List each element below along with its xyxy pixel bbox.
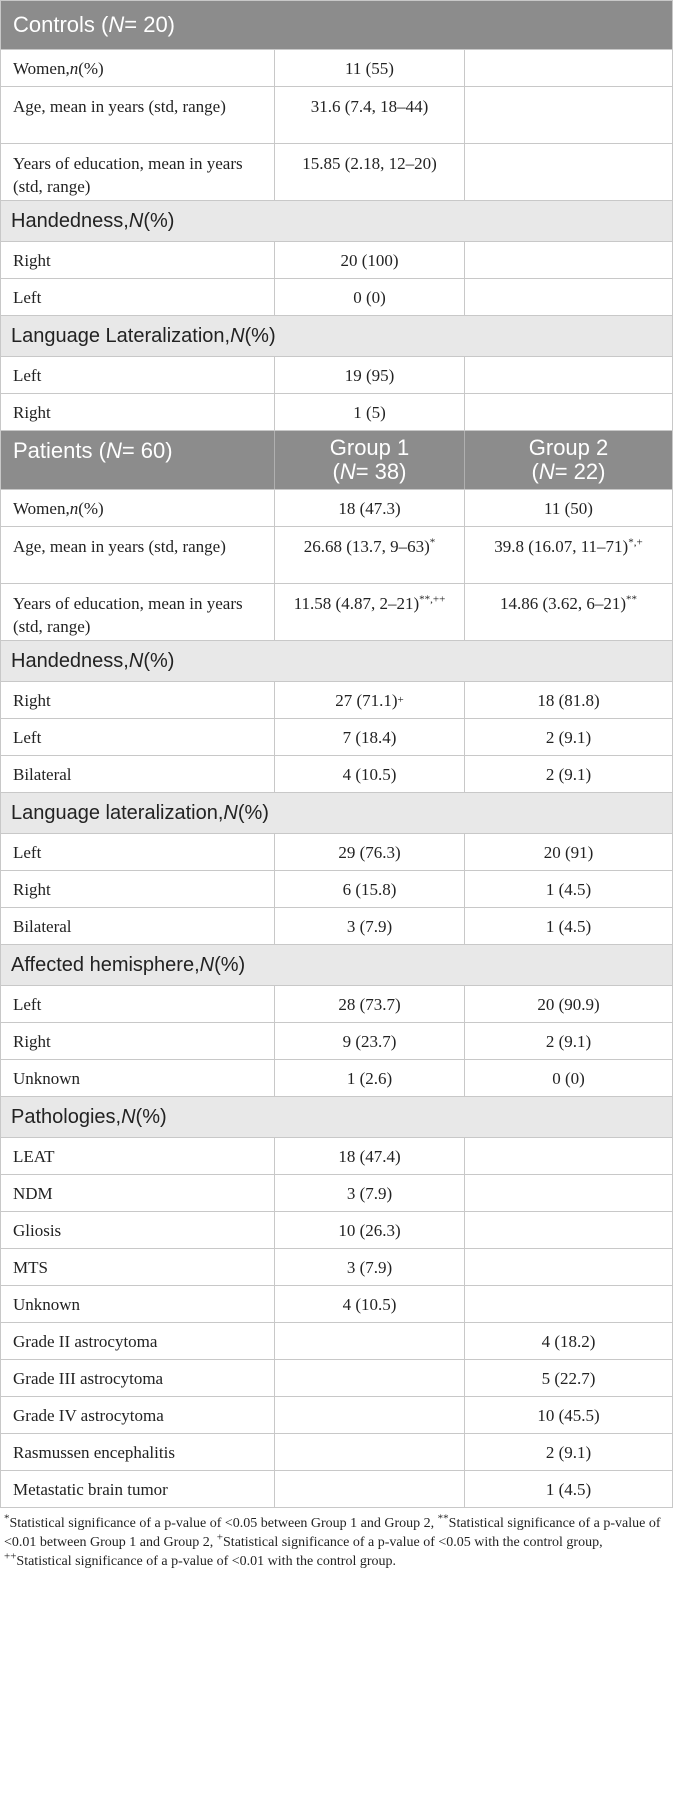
empty-cell — [465, 144, 672, 200]
row-label: Unknown — [1, 1286, 275, 1322]
row-label: Left — [1, 719, 275, 755]
row-label: Age, mean in years (std, range) — [1, 527, 275, 583]
group1-value: 18 (47.3) — [275, 490, 465, 526]
group1-value: 1 (2.6) — [275, 1060, 465, 1096]
group1-value: 27 (71.1) + — [275, 682, 465, 718]
group1-value — [275, 1434, 465, 1470]
section-row — [1, 1096, 672, 1137]
group1-value — [275, 1471, 465, 1507]
group1-value: 6 (15.8) — [275, 871, 465, 907]
row-label: Years of education, mean in years (std, range) — [1, 144, 275, 200]
group2-value — [465, 1212, 672, 1248]
row-label: Women, n (%) — [1, 490, 275, 526]
group2-value: 20 (91) — [543, 842, 594, 862]
group2-value: 2 (9.1) — [545, 764, 592, 784]
row-label: Bilateral — [1, 908, 275, 944]
table-row — [1, 583, 672, 640]
table-row — [1, 755, 672, 792]
table-row — [1, 1470, 672, 1508]
table-row — [1, 1396, 672, 1433]
controls-value: 11 (55) — [275, 50, 465, 86]
row-label: Right — [1, 394, 275, 430]
section-pathologies: Pathologies, N (%) — [1, 1097, 672, 1137]
empty-cell — [465, 279, 672, 315]
controls-value: 1 (5) — [275, 394, 465, 430]
row-label: Grade III astrocytoma — [1, 1360, 275, 1396]
group1-value: 10 (26.3) — [275, 1212, 465, 1248]
row-label: Years of education, mean in years (std, range) — [1, 584, 275, 640]
section-language-lateralization: Language lateralization, N (%) — [1, 793, 672, 833]
group1-header: Group 1 (N= 38) — [275, 431, 465, 489]
table-row — [1, 985, 672, 1022]
table-row — [1, 1059, 672, 1096]
row-label: Right — [1, 682, 275, 718]
group1-value — [275, 1360, 465, 1396]
group2-value: 4 (18.2) — [541, 1331, 596, 1351]
controls-value: 20 (100) — [275, 242, 465, 278]
table-row — [1, 1137, 672, 1174]
section-handedness: Handedness, N (%) — [1, 201, 672, 241]
empty-cell — [465, 357, 672, 393]
group2-value: 39.8 (16.07, 11–71)*,+ — [494, 536, 643, 556]
row-label: Bilateral — [1, 756, 275, 792]
group1-value: 28 (73.7) — [275, 986, 465, 1022]
row-label: MTS — [1, 1249, 275, 1285]
table-row — [1, 489, 672, 526]
group2-value: 1 (4.5) — [545, 916, 592, 936]
controls-value: 19 (95) — [275, 357, 465, 393]
group1-value: 4 (10.5) — [275, 756, 465, 792]
group1-value: 7 (18.4) — [275, 719, 465, 755]
section-handedness: Handedness, N (%) — [1, 641, 672, 681]
group2-value: 0 (0) — [552, 1068, 585, 1088]
table-row — [1, 356, 672, 393]
table-row — [1, 1174, 672, 1211]
table-row — [1, 526, 672, 583]
row-label: Right — [1, 242, 275, 278]
table-row — [1, 1248, 672, 1285]
group1-value: 26.68 (13.7, 9–63)* — [275, 527, 465, 583]
row-label: Metastatic brain tumor — [1, 1471, 275, 1507]
patients-header-row — [1, 430, 672, 489]
empty-cell — [465, 50, 672, 86]
group1-value: 29 (76.3) — [275, 834, 465, 870]
table-row — [1, 86, 672, 143]
table-row — [1, 49, 672, 86]
group1-value: 18 (47.4) — [275, 1138, 465, 1174]
group2-value: 1 (4.5) — [545, 1479, 592, 1499]
group1-value — [275, 1397, 465, 1433]
section-language-lateralization: Language Lateralization, N (%) — [1, 316, 672, 356]
section-row — [1, 944, 672, 985]
group2-value: 18 (81.8) — [537, 690, 600, 710]
controls-value: 31.6 (7.4, 18–44) — [275, 87, 465, 143]
group2-value: 2 (9.1) — [545, 1442, 592, 1462]
group2-value — [465, 1286, 672, 1322]
group2-value: 2 (9.1) — [545, 1031, 592, 1051]
group2-value: 10 (45.5) — [537, 1405, 600, 1425]
group1-value: 11.58 (4.87, 2–21)**,++ — [275, 584, 465, 640]
group2-header: Group 2 (N= 22) — [528, 435, 609, 484]
table-row — [1, 1285, 672, 1322]
row-label: Rasmussen encephalitis — [1, 1434, 275, 1470]
group1-value: 3 (7.9) — [275, 908, 465, 944]
patients-title: Patients ( N = 60) — [1, 431, 275, 489]
empty-cell — [465, 394, 672, 430]
group1-value: 3 (7.9) — [275, 1175, 465, 1211]
row-label: NDM — [1, 1175, 275, 1211]
controls-value: 15.85 (2.18, 12–20) — [275, 144, 465, 200]
table-row — [1, 833, 672, 870]
group2-value: 2 (9.1) — [545, 727, 592, 747]
row-label: Right — [1, 871, 275, 907]
table-row — [1, 1211, 672, 1248]
row-label: Left — [1, 279, 275, 315]
row-label: Women, n (%) — [1, 50, 275, 86]
row-label: Left — [1, 357, 275, 393]
section-row — [1, 792, 672, 833]
section-row — [1, 315, 672, 356]
row-label: Grade IV astrocytoma — [1, 1397, 275, 1433]
section-affected-hemisphere: Affected hemisphere, N (%) — [1, 945, 672, 985]
table-row — [1, 718, 672, 755]
empty-cell — [465, 87, 672, 143]
table-row — [1, 1022, 672, 1059]
group1-value — [275, 1323, 465, 1359]
row-label: Grade II astrocytoma — [1, 1323, 275, 1359]
table-row — [1, 278, 672, 315]
group2-value: 20 (90.9) — [537, 994, 600, 1014]
row-label: Unknown — [1, 1060, 275, 1096]
table-row — [1, 393, 672, 430]
controls-header-row — [1, 0, 672, 49]
group2-value — [465, 1249, 672, 1285]
table-row — [1, 870, 672, 907]
table-row — [1, 681, 672, 718]
section-row — [1, 200, 672, 241]
controls-value: 0 (0) — [275, 279, 465, 315]
table-row — [1, 1359, 672, 1396]
group1-value: 3 (7.9) — [275, 1249, 465, 1285]
controls-title: Controls ( N = 20) — [13, 12, 176, 37]
row-label: LEAT — [1, 1138, 275, 1174]
row-label: Left — [1, 986, 275, 1022]
table-row — [1, 907, 672, 944]
row-label: Gliosis — [1, 1212, 275, 1248]
table-row — [1, 1433, 672, 1470]
table-footnote: *Statistical significance of a p-value of <0.05 between Group 1 and Group 2, **Statistical significance of a p-value of <0.01 between Group 1 and Group 2, +Statistical significance of a p-value of <0.05 with the control group, ++Statistical significance of a p-value of <0.01 with the control group. — [4, 1512, 661, 1569]
table-row — [1, 241, 672, 278]
group2-value — [465, 1138, 672, 1174]
group2-value: 11 (50) — [544, 498, 593, 518]
group1-value: 4 (10.5) — [275, 1286, 465, 1322]
group2-value — [465, 1175, 672, 1211]
section-row — [1, 640, 672, 681]
group2-value: 5 (22.7) — [541, 1368, 596, 1388]
row-label: Left — [1, 834, 275, 870]
table-row — [1, 143, 672, 200]
row-label: Age, mean in years (std, range) — [1, 87, 275, 143]
group2-value: 1 (4.5) — [545, 879, 592, 899]
table-row — [1, 1322, 672, 1359]
group1-value: 9 (23.7) — [275, 1023, 465, 1059]
group2-value: 14.86 (3.62, 6–21)** — [499, 593, 638, 613]
empty-cell — [465, 242, 672, 278]
row-label: Right — [1, 1023, 275, 1059]
